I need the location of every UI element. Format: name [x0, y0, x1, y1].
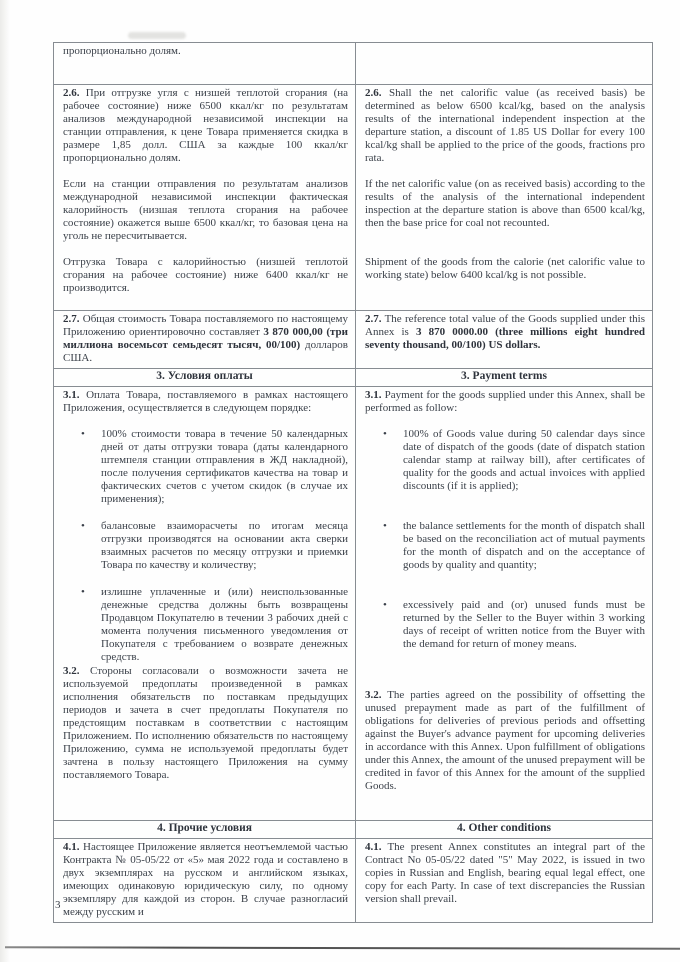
row-section-2-7	[54, 311, 653, 369]
paragraph-en-2-6-3: Shipment of the goods from the calorie (net calorific value to working state) below 6400 kcal/kg is not possible.	[365, 256, 645, 281]
clause-text: Настоящее Приложение является неотъемлемой частью Контракта № 05-05/22 от «5» мая 2022 года и составлено в двух экземплярах на русском и английском языках, имеющих одинаковую юридическую силу, по одному экземпляру для каждой из сторон. В случае разногласий между русским и	[63, 841, 349, 918]
cell-ru-intro-fragment	[54, 43, 356, 85]
section-3-header-ru: 3. Условия оплаты	[54, 369, 356, 387]
clause-number: 4.1.	[63, 841, 80, 853]
clause-text: Shall the net calorific value (as received basis) be determined as below 6500 kcal/kg, based on the analysis results of the international independent inspection at the departure station, a discount of 1.85 US Dollar for every 100 kcal/kg shall be applied to the price of the goods, fractions pro rata.	[365, 87, 646, 164]
clause-number: 3.2.	[365, 689, 382, 701]
clause-number: 2.6.	[63, 87, 80, 99]
clause-number: 3.1.	[63, 389, 80, 401]
paragraph-ru-2-6-2: Если на станции отправления по результатам анализов международной независимой инспекции фактическая калорийность (низшая теплота сгорания на рабочее состояние) окажется выше 6500 ккал/кг, то базовая цена на уголь не пересчитывается.	[63, 178, 348, 242]
scan-left-edge-shadow	[0, 0, 10, 962]
row-section-2-6	[54, 85, 653, 311]
clause-text-tail: долларов США.	[63, 339, 348, 364]
cell-ru-section-3	[54, 387, 356, 821]
clause-number: 2.7.	[63, 313, 80, 325]
paragraph-en-3-2	[365, 689, 645, 793]
payment-terms-list-ru	[63, 428, 348, 664]
paragraph-ru-intro-fragment: пропорционально долям.	[63, 45, 181, 57]
scan-smudge-artifact	[128, 32, 186, 39]
list-item: • излишне уплаченные и (или) неиспользованные денежные средства должны быть возвращены Продавцом Покупателю в течении 3 рабочих дней с момента получения письменного уведомления от Покупателя с требованием о возврате денежных средств.	[101, 586, 348, 664]
total-value-en: 3 870 0000.00 (three millions eight hundred seventy thousand, 00/100) US dollars.	[365, 326, 646, 351]
paragraph-en-3-1	[365, 389, 645, 415]
clause-text: The reference total value of the Goods supplied under this Annex is	[365, 313, 645, 338]
row-header-section-3	[54, 369, 653, 387]
clause-number: 4.1.	[365, 841, 382, 853]
cell-ru-section-4-1	[54, 839, 356, 923]
clause-text: Стороны согласовали о возможности зачета не используемой предоплаты произведенной в рамках исполнения обязательств по поставкам предыдущих периодов и зачета в счет предоплаты Покупателя по предстоящим поставкам в соответствии с настоящим Приложением. По исполнению обязательств по настоящему Приложению, сумма не используемой предоплаты будет зачтена в пользу настоящего Приложения на сумму поставляемого Товара.	[63, 665, 348, 781]
cell-en-section-3	[356, 387, 653, 821]
cell-en-section-4-1	[356, 839, 653, 923]
list-item: • балансовые взаиморасчеты по итогам месяца отгрузки производятся на основании акта сверки взаимных расчетов по месяцу отгрузки и приемки Товара по качеству и количеству;	[101, 520, 348, 572]
cell-ru-section-2-7	[54, 311, 356, 369]
clause-text: Общая стоимость Товара поставляемого по настоящему Приложению ориентировочно составляет	[63, 313, 348, 338]
paragraph-ru-2-7	[63, 313, 348, 365]
clause-text: The parties agreed on the possibility of offsetting the unused prepayment made as part of the fulfillment of obligations for deliveries of previous periods and offsetting against the Buyer's advance payment for upcoming deliveries in accordance with this Annex. Upon fulfillment of obligations under this Annex, the amount of the unused prepayment will be credited in favor of this Annex for the amount of the supplied Goods.	[365, 689, 645, 792]
paragraph-en-2-7	[365, 313, 645, 352]
scan-bottom-edge-line	[5, 946, 680, 949]
total-value-ru: 3 870 000,00 (три миллиона восемьсот семьдесят тысяч, 00/100)	[63, 326, 348, 351]
clause-number: 2.7.	[365, 313, 382, 325]
clause-number: 3.2.	[63, 665, 80, 677]
section-3-header-en: 3. Payment terms	[356, 369, 653, 387]
clause-text: Оплата Товара, поставляемого в рамках настоящего Приложения, осуществляется в следующем порядке:	[63, 389, 349, 414]
cell-en-intro-fragment	[356, 43, 653, 85]
paragraph-en-4-1	[365, 841, 645, 906]
paragraph-en-2-6-2: If the net calorific value (on as received basis) according to the results of the analysis of the international independent inspection at the departure station is above than 6500 kcal/kg, then the base price for coal not recounted.	[365, 178, 645, 229]
page-number: 3	[55, 899, 61, 911]
clause-text: The present Annex constitutes an integral part of the Contract No 05-05/22 dated "5" May 2022, is issued in two copies in Russian and English, bearing equal legal effect, one copy for each Party. In case of text discrepancies the Russian version shall prevail.	[365, 841, 645, 905]
clause-text: При отгрузке угля с низшей теплотой сгорания (на рабочее состояние) ниже 6500 ккал/кг по результатам анализов международной независимой инспекции на станции отправления, к цене Товара применяется скидка в размере 1,85 долл. США за каждые 100 ккал/кг пропорционально долям.	[63, 87, 348, 164]
row-header-section-4	[54, 821, 653, 839]
paragraph-ru-2-6-3: Отгрузка Товара с калорийностью (низшей теплотой сгорания на рабочее состояние) ниже 6400 ккал/кг не производится.	[63, 256, 348, 294]
paragraph-ru-2-6-1	[63, 87, 348, 165]
cell-en-section-2-7	[356, 311, 653, 369]
clause-number: 3.1.	[365, 389, 382, 401]
clause-text: Payment for the goods supplied under this Annex, shall be performed as follow:	[365, 389, 646, 414]
section-4-header-ru: 4. Прочие условия	[54, 821, 356, 839]
row-section-4-1	[54, 839, 653, 923]
cell-en-section-2-6	[356, 85, 653, 311]
paragraph-en-2-6-1	[365, 87, 645, 165]
list-item: • excessively paid and (or) unused funds must be returned by the Seller to the Buyer within 3 working days of receipt of written notice from the Buyer with the demand for return of money means.	[403, 599, 645, 651]
row-intro-fragment	[54, 43, 653, 85]
cell-ru-section-2-6	[54, 85, 356, 311]
paragraph-ru-3-2	[63, 665, 348, 782]
clause-number: 2.6.	[365, 87, 382, 99]
section-4-header-en: 4. Other conditions	[356, 821, 653, 839]
row-section-3	[54, 387, 653, 821]
list-item: • 100% стоимости товара в течение 50 календарных дней от даты отгрузки товара (даты календарного штемпеля станции отправления в ЖД накладной), после получения сертификатов качества на товар и фактических счетов с учетом скидок (в случае их применения);	[101, 428, 348, 506]
list-item: • the balance settlements for the month of dispatch shall be based on the reconciliation act of mutual payments for the month of dispatch and on the acceptance of goods by quality and quantity;	[403, 520, 645, 572]
paragraph-ru-4-1	[63, 841, 348, 919]
paragraph-ru-3-1	[63, 389, 348, 415]
bilingual-contract-table	[53, 42, 653, 923]
payment-terms-list-en	[365, 428, 645, 651]
list-item: • 100% of Goods value during 50 calendar days since date of dispatch of the goods (date of dispatch station calendar stamp at railway bill), after certificates of quality for the goods and actual invoices with applied discounts (if it is applied);	[403, 428, 645, 493]
